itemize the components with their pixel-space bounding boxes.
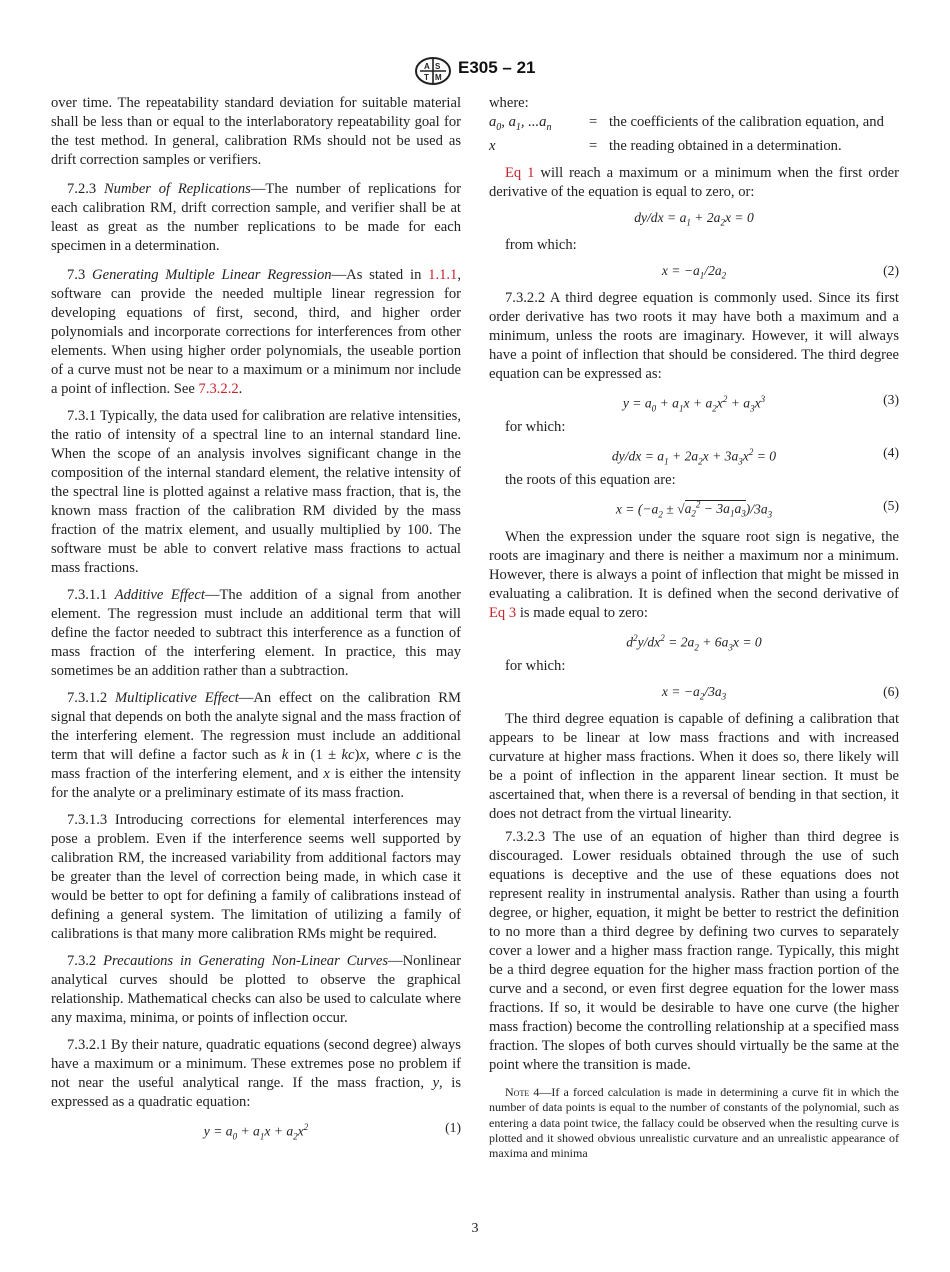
section-7-3-2: 7.3.2 Precautions in Generating Non-Linear Curves—Nonlinear analytical curves should be plotted to observe the graphical relationship. Mathematical checks can also be used to calculate where any maxima, minima, or points of inflection occur. (51, 953, 461, 1026)
equation-second-derivative: $d^2y/dx^2 = 2a_2 + 6a_3x = 0$ (626, 632, 762, 653)
section-7-2-3: 7.2.3 Number of Replications—The number of replications for each calibration RM, drift correction sample, and verifier shall be at least as great as the number replications to be made for each specimen in a determination. (51, 181, 461, 254)
definition-term: $a_0$, $a_1$, $...a_n$ (489, 114, 552, 133)
paragraph: The third degree equation is capable of defining a calibration that appears to be linear at low mass fractions and with increased curvature at higher mass fractions. When it does so, there likely will be a point of inflection in the apparent linear section. It must be ascertained that, when there is a reversal of bending in that section, it does not detract from the virtual linearity. (489, 710, 899, 822)
link-eq-1[interactable]: Eq 1 (505, 164, 535, 181)
section-7-3-2-1: 7.3.2.1 By their nature, quadratic equations (second degree) always have a maximum or a minimum. These extremes pose no problem if not near the useful analytical range. If the mass fraction, y, is expressed as a quadratic equation: (51, 1037, 462, 1110)
for-which: for which: (505, 418, 566, 435)
from-which: from which: (505, 236, 577, 253)
section-7-3-2-3: 7.3.2.3 The use of an equation of higher than third degree is discouraged. Lower residuals obtained through the use of such equations is deceptive and the use of these equations does not represent reality in instrumental analysis. Rather than using a fourth degree, or higher, equation, it might be better to restrict the definition to no more than a third degree by defining two curves to separately cover a lower and a higher mass fraction range. Typically, this might be a third degree equation for the higher mass fraction portion of the curve and a second, or even first degree equation for the lower mass fractions. If so, it would be desirable to have one curve (the higher mass fraction) become the controlling relationship at a specified mass fraction. The slopes of both curves should virtually be the same at the point where the transition is made. (489, 828, 899, 1073)
page-number: 3 (471, 1221, 479, 1236)
equation-4: $dy/dx = a_1 + 2a_2x + 3a_3x^2 = 0$ (4) (611, 444, 899, 467)
roots-label: the roots of this equation are: (505, 471, 676, 488)
svg-text:M: M (435, 73, 442, 82)
where-label: where: (489, 95, 529, 111)
equation-2: $x = -a_1/2a_2$ (2) (661, 262, 899, 281)
svg-text:A: A (424, 62, 430, 71)
section-7-3-1-3: 7.3.1.3 Introducing corrections for elemental interferences may pose a problem. Even if the interference seems well supported by calibration RM, the increased variability from additional factors may be greater than the level of correction being made, in which case it would be better to opt for defining a family of calibrations instead of defining a general system. The limitation of utilizing a family of calibrations is that many more calibration RMs might be required. (51, 812, 461, 942)
right-column (489, 94, 899, 1161)
section-7-3-2-2: 7.3.2.2 A third degree equation is commonly used. Since its first order derivative has two roots it may have both a maximum and a minimum, unless the roots are imaginary. However, it will always have a point of inflection that should be considered. The third degree equation can be expressed as: (489, 289, 899, 382)
paragraph: Eq 1 will reach a maximum or a minimum when the first order derivative of the equation is equal to zero, or: (489, 164, 899, 200)
equation-6: $x = -a_2/3a_3$ (6) (661, 683, 899, 702)
svg-text:T: T (424, 73, 429, 82)
link-7-3-2-2[interactable]: 7.3.2.2 (198, 381, 239, 397)
equation-5: $x = (-a_2 \pm √a_2^2 - 3a_1a_3)/3a_3$ (5) (615, 497, 899, 520)
astm-logo-icon (414, 56, 452, 86)
section-7-3-1-1: 7.3.1.1 Additive Effect—The addition of a signal from another element. The regression must include an additional term that will define the factor needed to subtract this interference as a function of mass fraction of the interfering element. In practice, this may sometimes be an addition rather than a subtraction. (51, 587, 461, 679)
equation-derivative: $dy/dx = a_1 + 2a_2x = 0$ (634, 209, 754, 228)
link-eq-3[interactable]: Eq 3 (489, 604, 517, 621)
section-7-3: 7.3 Generating Multiple Linear Regression—As stated in 1.1.1, software can provide the needed multiple linear regression for developing equations of first, second, third, and higher order polynomials and incorporate corrections for interferences from other elements. When using higher order polynomials, the useable portion of a curve must not be near to a maximum or a minimum nor include a point of inflection. See 7.3.2.2. (51, 267, 461, 397)
equation-number: (1) (445, 1120, 461, 1135)
section-7-3-1: 7.3.1 Typically, the data used for calibration are relative intensities, the ratio of intensity of a spectral line to an internal standard line. When the scope of an analysis involves significant change in the composition of the internal standard element, the relative intensity of the spectral line is plotted against a relative mass fraction, that is, the known mass fraction of the calibration RM divided by the mass fraction of the matrix element, and usually multiplied by 100. The software must be able to convert relative mass fractions to actual mass fractions. (51, 408, 461, 576)
for-which: for which: (505, 657, 566, 674)
svg-text:S: S (435, 62, 441, 71)
definition-list: $a_0$, $a_1$, $...a_n$ = the coefficients of the calibration equation, and x = the reading obtained in a determination. (489, 114, 884, 154)
link-1-1-1[interactable]: 1.1.1 (428, 267, 458, 283)
paragraph: When the expression under the square root sign is negative, the roots are imaginary and there is neither a maximum nor a minimum. However, there is always a point of inflection that might be missed in evaluating a calibration. It is defined when the second derivative of Eq 3 is made equal to zero: (489, 528, 899, 621)
note-4: Note 4—If a forced calculation is made in determining a curve fit in which the number of data points is equal to the number of constants of the polynomial, such as entering a data point twice, the fallacy could be observed when the resulting curve is plotted and it showed obvious unrealistic curvature and an unrealistic appearance of maxima and minima (489, 1084, 900, 1161)
paragraph: over time. The repeatability standard deviation for suitable material shall be less than or equal to the interlaboratory repeatability goal for the test method. In general, calibration RMs should not be used as drift correction samples or verifiers. (51, 95, 461, 168)
left-column (51, 94, 461, 1146)
section-7-3-1-2: 7.3.1.2 Multiplicative Effect—An effect on the calibration RM signal that depends on both the analyte signal and the mass fraction of the interfering element. The regression must include an additional term that will define a factor such as k in (1 ± kc)x, where c is the mass fraction of the interfering element, and x is either the intensity for the analyte or a preliminary estimate of its mass fraction. (51, 690, 462, 801)
document-id: E305 – 21 (458, 58, 536, 77)
page-header (0, 56, 950, 86)
equation-1: $y = a_0 + a_1x + a_2x^2$ (1) (203, 1120, 461, 1142)
equation-3: $y = a_0 + a_1x + a_2x^2 + a_3x^3$ (3) (622, 391, 899, 414)
